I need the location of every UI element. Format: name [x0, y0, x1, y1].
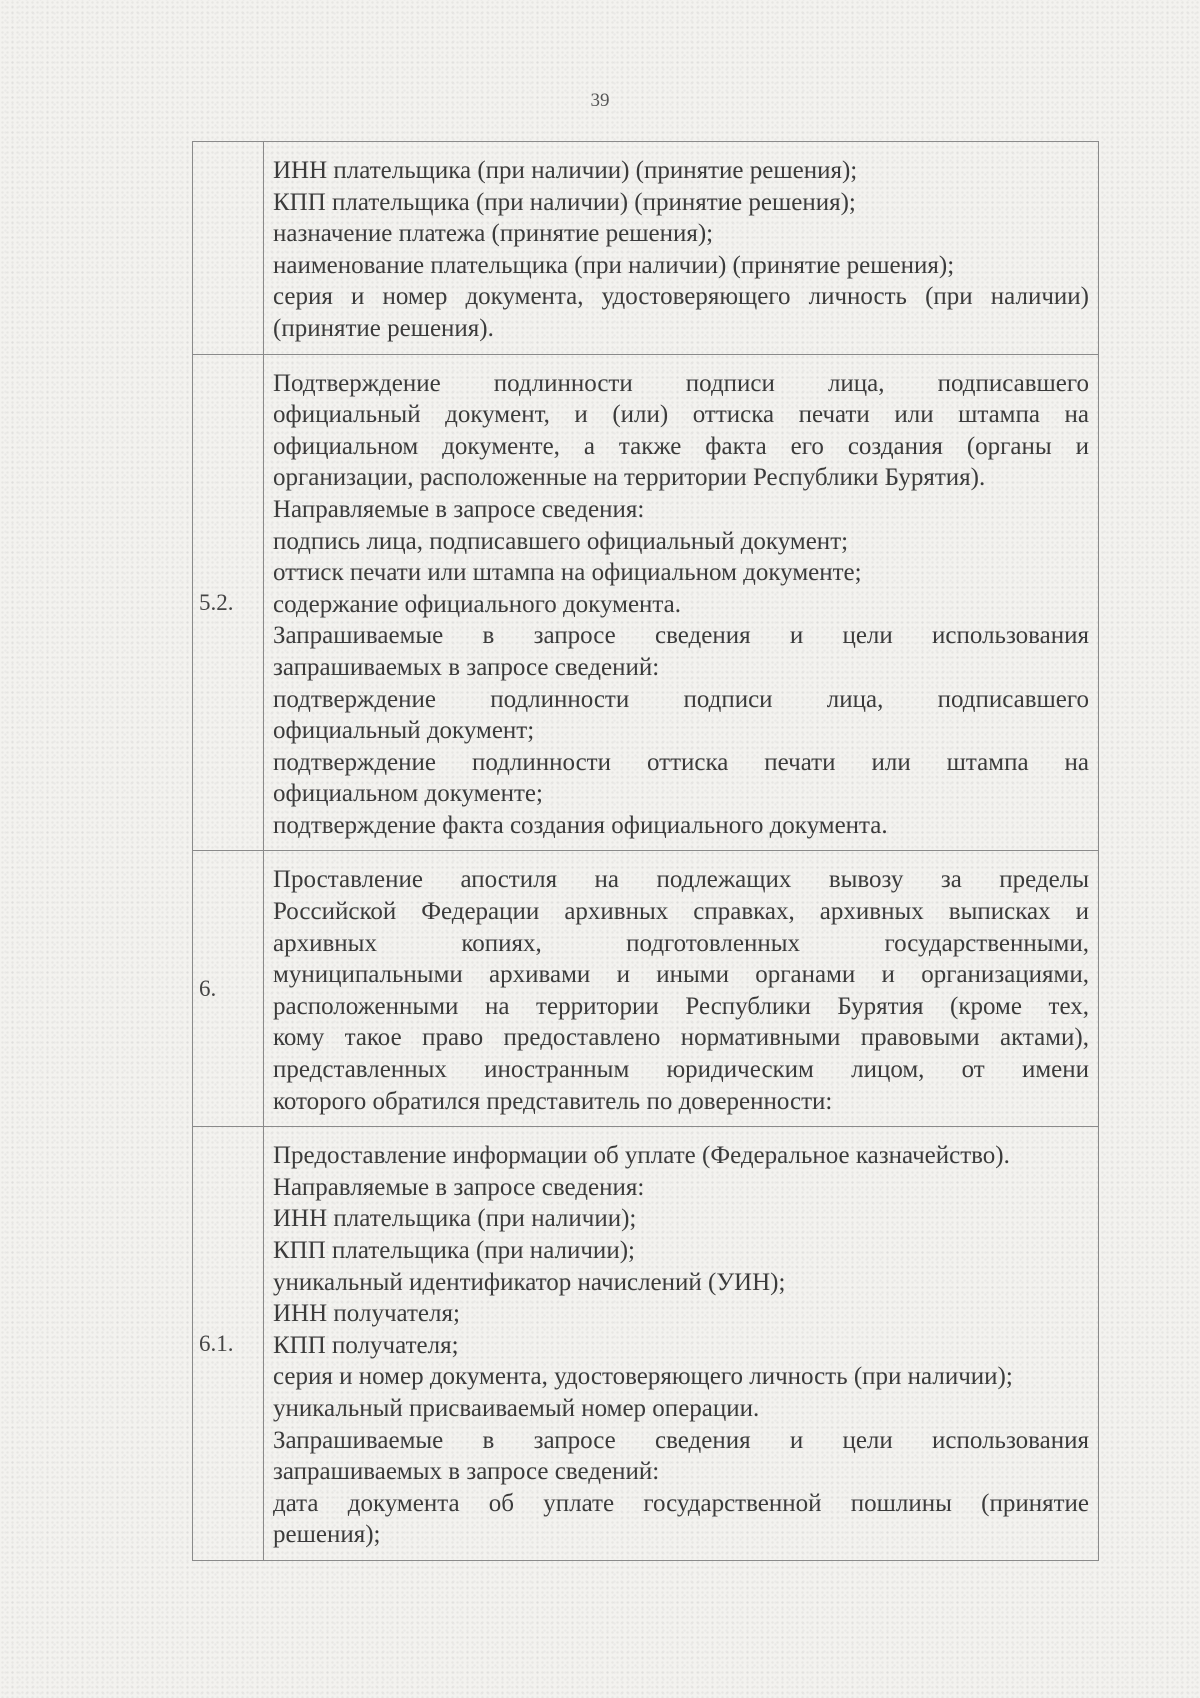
text-line: КПП плательщика (при наличии);: [273, 1237, 635, 1264]
text-line: серия и номер документа, удостоверяющего личность (при наличии);: [273, 1363, 1013, 1391]
text-line: представленных иностранным юридическим лицом, от имени: [273, 1056, 1089, 1084]
requests-table: [192, 141, 1099, 1561]
text-line: Предоставление информации об уплате (Федеральное казначейство).: [273, 1142, 1010, 1170]
text-line: архивных копиях, подготовленных государственными,: [273, 929, 1089, 957]
text-line: официальном документе;: [273, 780, 543, 808]
text-line: ИНН плательщика (при наличии) (принятие решения);: [273, 157, 858, 184]
text-line: КПП получателя;: [273, 1331, 459, 1359]
text-line: ИНН получателя;: [273, 1300, 460, 1328]
text-line: официальном документе, а также факта его создания (органы и: [273, 432, 1089, 460]
row-description: [264, 851, 1099, 1127]
row-number: [193, 142, 264, 355]
text-line: Запрашиваемые в запросе сведения и цели использования: [273, 1426, 1089, 1454]
table-row-continuation: [193, 142, 1099, 355]
text-line: запрашиваемых в запросе сведений:: [273, 1458, 660, 1486]
text-line: решения);: [273, 1521, 381, 1549]
text-line: Направляемые в запросе сведения:: [273, 1173, 645, 1201]
text-line: (принятие решения).: [273, 314, 494, 342]
text-line: ИНН плательщика (при наличии);: [273, 1205, 637, 1233]
row-number: 6.1.: [193, 1127, 264, 1561]
row-number: 5.2.: [193, 354, 264, 851]
text-line: которого обратился представитель по доверенности:: [273, 1087, 833, 1115]
text-line: запрашиваемых в запросе сведений:: [273, 653, 660, 681]
text-line: официальный документ, и (или) оттиска печати или штампа на: [273, 401, 1089, 429]
text-line: Подтверждение подлинности подписи лица, подписавшего: [273, 369, 1089, 397]
text-line: Запрашиваемые в запросе сведения и цели использования: [273, 622, 1089, 650]
text-line: подтверждение подлинности оттиска печати или штампа на: [273, 748, 1089, 776]
text-line: расположенными на территории Республики Бурятия (кроме тех,: [273, 992, 1089, 1020]
text-line: назначение платежа (принятие решения);: [273, 220, 714, 248]
text-line: содержание официального документа.: [273, 590, 682, 618]
text-line: официальный документ;: [273, 717, 535, 745]
row-description: [264, 354, 1099, 851]
text-line: подтверждение факта создания официального документа.: [273, 811, 888, 839]
table-row-6: [193, 851, 1099, 1127]
text-line: кому такое право предоставлено нормативными правовыми актами),: [273, 1024, 1089, 1052]
table-row-6-1: [193, 1127, 1099, 1561]
text-line: подтверждение подлинности подписи лица, подписавшего: [273, 685, 1089, 713]
text-line: подпись лица, подписавшего официальный документ;: [273, 527, 849, 555]
table-row-5-2: [193, 354, 1099, 851]
text-line: серия и номер документа, удостоверяющего личность (при наличии): [273, 283, 1089, 311]
text-line: Российской Федерации архивных справках, архивных выписках и: [273, 898, 1089, 926]
text-line: дата документа об уплате государственной пошлины (принятие: [273, 1489, 1089, 1517]
text-line: оттиск печати или штампа на официальном документе;: [273, 559, 862, 587]
row-description: [264, 1127, 1099, 1561]
text-line: Проставление апостиля на подлежащих вывозу за пределы: [273, 866, 1089, 894]
row-description: [264, 142, 1099, 355]
text-line: уникальный присваиваемый номер операции.: [273, 1394, 760, 1422]
text-line: уникальный идентификатор начислений (УИН);: [273, 1268, 786, 1296]
text-line: КПП плательщика (при наличии) (принятие решения);: [273, 188, 856, 216]
row-number: 6.: [193, 851, 264, 1127]
page-number: 39: [590, 90, 610, 111]
text-line: муниципальными архивами и иными органами и организациями,: [273, 961, 1089, 989]
text-line: Направляемые в запросе сведения:: [273, 495, 645, 523]
text-line: наименование плательщика (при наличии) (принятие решения);: [273, 251, 955, 279]
text-line: организации, расположенные на территории Республики Бурятия).: [273, 464, 986, 492]
